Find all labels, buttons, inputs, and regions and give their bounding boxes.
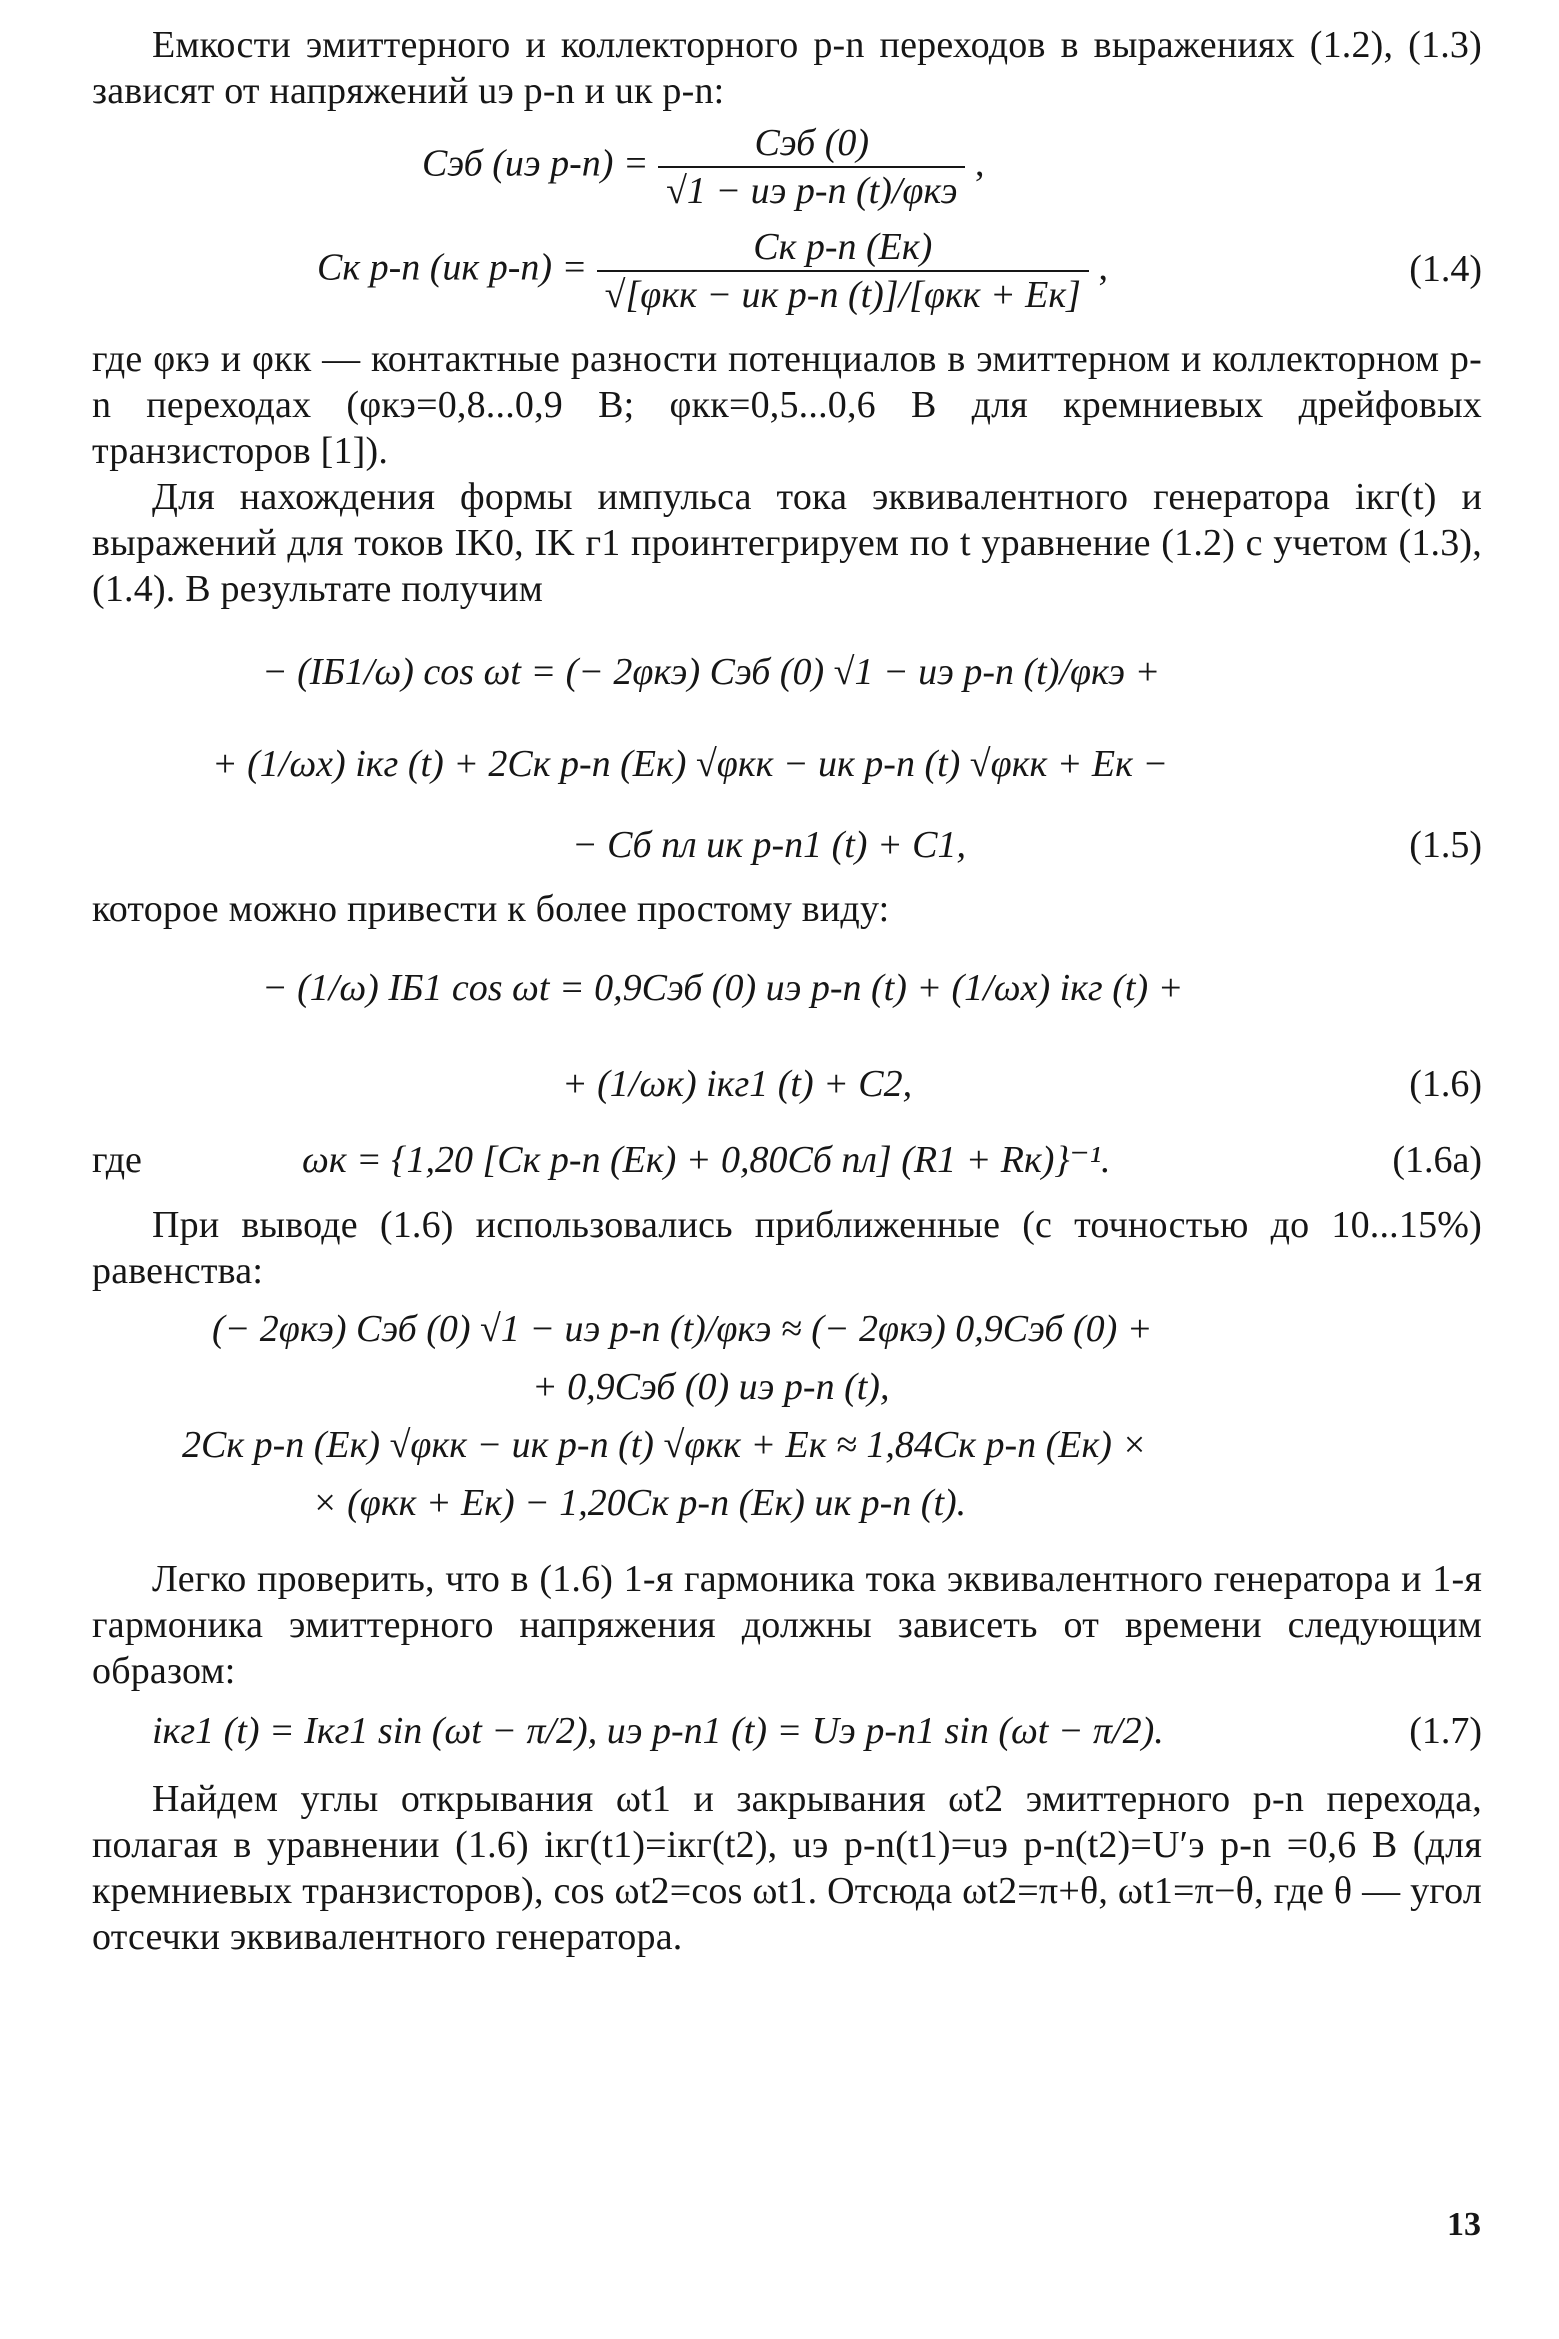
equation-emitter-capacitance: Cэб (uэ p-n) = $\frac{\text{Cэб (0)}}{\text{√1 − uэ p-n (t)/φкэ}}$ , — [422, 122, 985, 212]
equation-1-6a: где ωк = {1,20 [Cк p-n (Eк) + 0,80Cб пл] (R1 + Rк)}⁻¹. (1.6а) — [92, 1132, 1482, 1188]
paragraph-approximations: При выводе (1.6) использовались приближенные (с точностью до 10...15%) равенства: — [92, 1204, 1482, 1292]
paragraph-capacitances-intro: Емкости эмиттерного и коллекторного p-n переходов в выражениях (1.2), (1.3) зависят от напряжений uэ p-n и uк p-n: — [92, 24, 1482, 112]
paragraph-integration: Для нахождения формы импульса тока эквивалентного генератора iкг(t) и выражений для токов IK0, IK г1 проинтегрируем по t уравнение (1.2) с учетом (1.3), (1.4). В результате получим — [92, 476, 1482, 610]
page-number: 13 — [1447, 2206, 1481, 2243]
paragraph-simpler-form: которое можно привести к более простому виду: — [92, 888, 890, 930]
equation-1-4: Cк p-n (uк p-n) = $\frac{\text{Cк p-n (Eк)}}{\text{√[φкк − uк p-n (t)]/[φкк + Eк]}}$ , (1.4) — [317, 226, 1482, 316]
equation-number: (1.5) — [1409, 824, 1482, 866]
equation-1-6: − (1/ω) IБ1 cos ωt = 0,9Cэб (0) uэ p-n (t) + (1/ωх) iкг (t) + + (1/ωк) iкг1 (t) + C2, (1.6) — [92, 940, 1482, 1132]
equation-number: (1.6а) — [1392, 1139, 1482, 1181]
document-page — [92, 22, 1482, 1960]
equation-number: (1.6) — [1409, 1063, 1482, 1105]
paragraph-cutoff-angles: Найдем углы открывания ωt1 и закрывания ωt2 эмиттерного p-n перехода, полагая в уравнении (1.6) iкг(t1)=iкг(t2), uэ p-n(t1)=uэ p-n(t2)=U′э p-n =0,6 В (для кремниевых транзисторов), cos ωt2=cos ωt1. Отсюда ωt2=π+θ, ωt1=π−θ, где θ — угол отсечки эквивалентного генератора. — [92, 1778, 1482, 1958]
equation-1-7: iкг1 (t) = Iкг1 sin (ωt − π/2), uэ p-n1 (t) = Uэ p-n1 sin (ωt − π/2). (1.7) — [92, 1700, 1482, 1762]
equation-number: (1.7) — [1409, 1710, 1482, 1752]
equation-1-5: − (IБ1/ω) cos ωt = (− 2φкэ) Cэб (0) √1 − uэ p-n (t)/φкэ + + (1/ωх) iкг (t) + 2Cк p-n (Eк) √φкк − uк p-n (t) √φкк + Eк − − Cб пл uк p-n1 (t) + C1, (1.5) — [92, 626, 1482, 880]
approximate-equalities: (− 2φкэ) Cэб (0) √1 − uэ p-n (t)/φкэ ≈ (− 2φкэ) 0,9Cэб (0) + + 0,9Cэб (0) uэ p-n (t), 2Cк p-n (Eк) √φкк − uк p-n (t) √φкк + Eк ≈ 1,84Cк p-n (Eк) × × (φкк + Eк) − 1,20Cк p-n (Eк) uк p-n (t). — [182, 1308, 1153, 1524]
equation-number: (1.4) — [1409, 248, 1482, 290]
paragraph-contact-potentials: где φкэ и φкк — контактные разности потенциалов в эмиттерном и коллекторном p-n переходах (φкэ=0,8...0,9 В; φкк=0,5...0,6 В для кремниевых дрейфовых транзисторов [1]). — [92, 338, 1482, 472]
paragraph-harmonics: Легко проверить, что в (1.6) 1-я гармоника тока эквивалентного генератора и 1-я гармоника эмиттерного напряжения должны зависеть от времени следующим образом: — [92, 1558, 1482, 1692]
